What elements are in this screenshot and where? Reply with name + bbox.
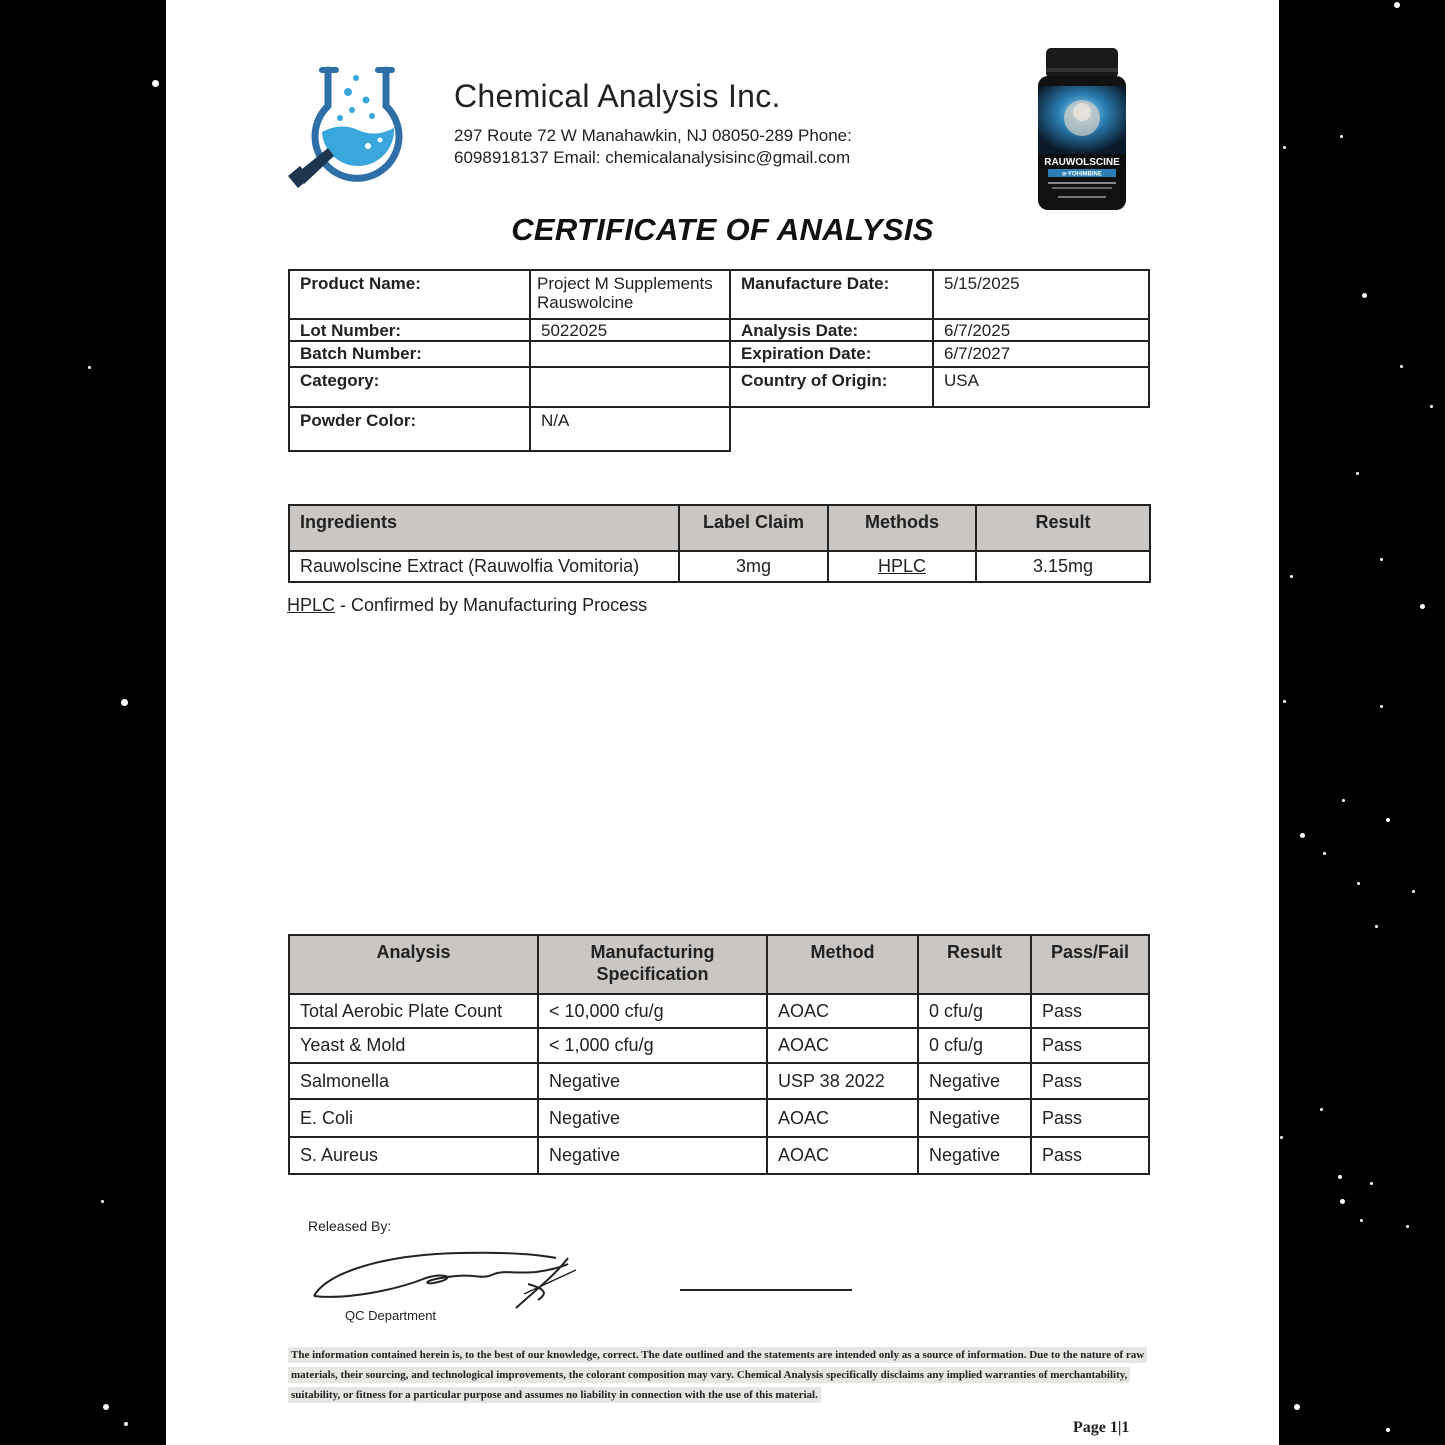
method-value: AOAC [767, 1137, 918, 1174]
analysis-name: Total Aerobic Plate Count [289, 994, 538, 1028]
method-value: AOAC [767, 994, 918, 1028]
method-note-link[interactable]: HPLC [287, 595, 336, 615]
powder-color-value: N/A [530, 407, 730, 451]
analysis-date-value: 6/7/2025 [933, 319, 1149, 341]
pass-fail-value: Pass [1031, 994, 1149, 1028]
category-value [530, 367, 730, 407]
expiration-date-label: Expiration Date: [730, 341, 933, 367]
analysis-header: Analysis [289, 935, 538, 994]
table-row [289, 994, 1149, 1028]
label-claim-header: Label Claim [679, 505, 828, 551]
bottle-sublabel-text: α-YOHIMBINE [1062, 171, 1102, 178]
bottle-label-text: RAUWOLSCINE [1044, 157, 1120, 168]
certificate-page [166, 0, 1279, 1445]
disclaimer-text-body: The information contained herein is, to the best of our knowledge, correct. The date outlined and the statements are intended only as a source of information. Due to the nature of raw materials, their sourcing, and technological improvements, the colorant composition may vary. Chemical Analysis specifically disclaims any implied warranties of merchantability, suitability, or fitness for a particular purpose and assumes no liability in connection with the use of this material. [288, 1347, 1147, 1403]
ingredient-name: Rauwolscine Extract (Rauwolfia Vomitoria) [289, 551, 679, 582]
analysis-name: S. Aureus [289, 1137, 538, 1174]
category-label: Category: [289, 367, 530, 407]
table-row [289, 1028, 1149, 1063]
country-of-origin-value: USA [933, 367, 1149, 407]
manufacture-date-value: 5/15/2025 [933, 270, 1149, 319]
signature-image [306, 1244, 586, 1314]
result-header: Result [976, 505, 1150, 551]
analysis-name: E. Coli [289, 1099, 538, 1137]
specification-value: Negative [538, 1063, 767, 1099]
document-title: CERTIFICATE OF ANALYSIS [511, 212, 934, 247]
microbial-analysis-table [288, 934, 1150, 1175]
ingredients-header: Ingredients [289, 505, 679, 551]
method-header: Method [767, 935, 918, 994]
page-number: Page 1|1 [1073, 1419, 1130, 1436]
pass-fail-value: Pass [1031, 1063, 1149, 1099]
methods-header: Methods [828, 505, 976, 551]
analysis-name: Yeast & Mold [289, 1028, 538, 1063]
table-row [289, 1063, 1149, 1099]
result-value: 0 cfu/g [918, 1028, 1031, 1063]
signature-line [680, 1289, 852, 1291]
company-address: 297 Route 72 W Manahawkin, NJ 08050-289 Phone: 6098918137 Email: chemicalanalysisinc@gmail.com [454, 126, 852, 167]
lot-number-value: 5022025 [530, 319, 730, 341]
ingredients-table [288, 504, 1151, 583]
product-info-table [288, 269, 1150, 452]
specification-header: Manufacturing Specification [538, 935, 767, 994]
analysis-date-label: Analysis Date: [730, 319, 933, 341]
country-of-origin-label: Country of Origin: [730, 367, 933, 407]
specification-value: < 10,000 cfu/g [538, 994, 767, 1028]
result-value: Negative [918, 1099, 1031, 1137]
result-value: Negative [918, 1137, 1031, 1174]
method-note-text: - Confirmed by Manufacturing Process [335, 595, 648, 615]
batch-number-label: Batch Number: [289, 341, 530, 367]
specification-value: Negative [538, 1137, 767, 1174]
powder-color-label: Powder Color: [289, 407, 530, 451]
method-value: USP 38 2022 [767, 1063, 918, 1099]
table-row [289, 1099, 1149, 1137]
lot-number-label: Lot Number: [289, 319, 530, 341]
flask-magnifier-logo [286, 66, 426, 192]
table-row [289, 551, 1150, 582]
ingredient-result: 3.15mg [976, 551, 1150, 582]
product-name-label: Product Name: [289, 270, 530, 319]
expiration-date-value: 6/7/2027 [933, 341, 1149, 367]
product-name-value: Project M Supplements Rauswolcine [530, 270, 730, 319]
disclaimer-text [288, 1345, 1156, 1405]
label-claim-value: 3mg [679, 551, 828, 582]
method-note [287, 595, 647, 616]
method-value: AOAC [767, 1028, 918, 1063]
result-header: Result [918, 935, 1031, 994]
company-name: Chemical Analysis Inc. [454, 78, 781, 114]
pass-fail-value: Pass [1031, 1028, 1149, 1063]
released-by-label: Released By: [308, 1218, 392, 1234]
pass-fail-value: Pass [1031, 1099, 1149, 1137]
specification-value: < 1,000 cfu/g [538, 1028, 767, 1063]
product-bottle-image [1034, 46, 1130, 212]
pass-fail-value: Pass [1031, 1137, 1149, 1174]
qc-department-label: QC Department [345, 1308, 437, 1323]
pass-fail-header: Pass/Fail [1031, 935, 1149, 994]
batch-number-value [530, 341, 730, 367]
method-value: AOAC [767, 1099, 918, 1137]
specification-value: Negative [538, 1099, 767, 1137]
method-link[interactable]: HPLC [828, 551, 976, 582]
company-block [454, 78, 894, 169]
analysis-name: Salmonella [289, 1063, 538, 1099]
manufacture-date-label: Manufacture Date: [730, 270, 933, 319]
table-row [289, 1137, 1149, 1174]
result-value: Negative [918, 1063, 1031, 1099]
result-value: 0 cfu/g [918, 994, 1031, 1028]
